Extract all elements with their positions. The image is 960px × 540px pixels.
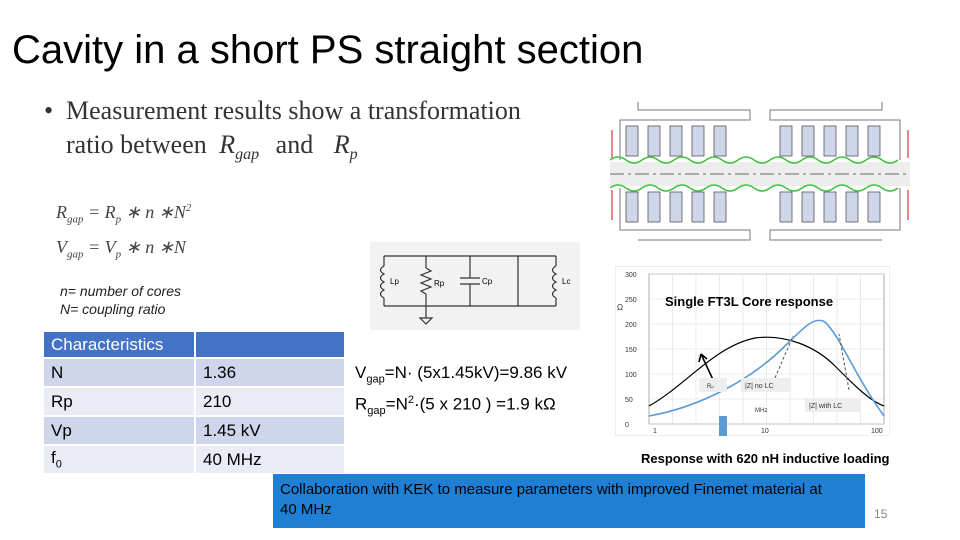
bullet-and: and xyxy=(275,130,314,159)
circuit-svg xyxy=(370,242,580,330)
table-row xyxy=(43,445,345,474)
collaboration-box xyxy=(273,474,865,528)
bullet-dot: • xyxy=(44,96,54,125)
rgap-equation: $R_{gap}=N^2\cdot(5$ x 210 ) =1.9 kΩ xyxy=(355,394,556,418)
row-name: N xyxy=(43,358,195,387)
bullet-line-2 xyxy=(66,128,358,172)
row-name: Rp xyxy=(43,387,195,416)
row-name: $f_0$ xyxy=(43,445,195,474)
ferrite-core xyxy=(670,192,682,222)
ferrite-core xyxy=(714,126,726,156)
vgap-equation: $V_{gap}=N\cdot (5x1.45kV)=9.86$ kV xyxy=(355,363,568,386)
table-row xyxy=(43,358,345,387)
ytick-label: 50 xyxy=(625,397,633,404)
collaboration-text: Collaboration with KEK to measure parameters with improved Finemet material at 40 MHz xyxy=(280,481,822,518)
response-caption: Response with 620 nH inductive loading xyxy=(641,451,890,466)
label-rp: Rₚ xyxy=(707,384,714,390)
ferrite-core xyxy=(780,192,792,222)
bullet-ratio-prefix: ratio between xyxy=(66,130,207,159)
ytick-label: 250 xyxy=(625,297,637,304)
graph-svg xyxy=(615,266,890,436)
notes xyxy=(60,282,181,318)
table-header: Characteristics xyxy=(43,331,195,358)
ferrite-core xyxy=(692,192,704,222)
ferrite-core xyxy=(648,126,660,156)
row-value: 40 MHz xyxy=(195,445,345,474)
ferrite-core xyxy=(868,126,880,156)
table-row xyxy=(43,387,345,416)
ytick-label: 0 xyxy=(625,422,629,429)
ferrite-core xyxy=(846,192,858,222)
ytick-label: 200 xyxy=(625,322,637,329)
ytick-label: 300 xyxy=(625,272,637,279)
ferrite-core xyxy=(802,192,814,222)
xtick-10: 10 xyxy=(761,428,769,435)
cavity-svg xyxy=(610,100,910,246)
row-value: 210 xyxy=(195,387,345,416)
circuit-label-lp: Lp xyxy=(390,277,399,286)
ferrite-core xyxy=(846,126,858,156)
ferrite-core xyxy=(780,126,792,156)
row-value: 1.45 kV xyxy=(195,416,345,445)
formula-rgap: $R_{gap} = R_p$ ∗ n $∗N^2$ xyxy=(56,202,192,226)
formula-vgap: $V_{gap} = V_p$ ∗ n ∗N xyxy=(56,237,186,261)
ferrite-core xyxy=(648,192,660,222)
xunit: MHz xyxy=(755,408,768,414)
note-cores: n= number of cores xyxy=(60,283,182,299)
table-header-empty xyxy=(195,331,345,358)
bullet-line-1: Measurement results show a transformation xyxy=(66,96,521,125)
xtick-1: 1 xyxy=(653,428,657,435)
bullet-rgap: $R_{gap}$ xyxy=(219,130,260,164)
ferrite-core xyxy=(824,126,836,156)
label-z-withlc: |Z| with LC xyxy=(809,403,843,410)
ferrite-core xyxy=(868,192,880,222)
ytick-label: 150 xyxy=(625,347,637,354)
characteristics-table xyxy=(42,330,346,475)
ferrite-core xyxy=(714,192,726,222)
label-z-nolc: |Z| no LC xyxy=(745,383,774,390)
row-value: 1.36 xyxy=(195,358,345,387)
ferrite-core xyxy=(824,192,836,222)
graph-unit: Ω xyxy=(617,303,623,312)
row-name: Vp xyxy=(43,416,195,445)
ferrite-core xyxy=(692,126,704,156)
note-coupling: N= coupling ratio xyxy=(60,301,166,317)
impedance-graph xyxy=(615,266,890,436)
cavity-drawing xyxy=(610,100,910,246)
page-number: 15 xyxy=(874,507,888,521)
circuit-label-cp: Cp xyxy=(482,277,493,286)
circuit-diagram xyxy=(370,242,580,330)
table-header-row xyxy=(43,331,345,358)
circuit-label-lc: Lc xyxy=(562,277,571,286)
ferrite-core xyxy=(670,126,682,156)
bullet-rp: $R_p$ xyxy=(333,130,358,164)
slide-title: Cavity in a short PS straight section xyxy=(12,28,644,72)
xtick-100: 100 xyxy=(871,428,883,435)
ferrite-core xyxy=(626,192,638,222)
circuit-label-rp: Rp xyxy=(434,279,445,288)
ferrite-core xyxy=(802,126,814,156)
graph-title: Single FT3L Core response xyxy=(665,294,834,309)
table-row xyxy=(43,416,345,445)
ferrite-core xyxy=(626,126,638,156)
ytick-label: 100 xyxy=(625,372,637,379)
